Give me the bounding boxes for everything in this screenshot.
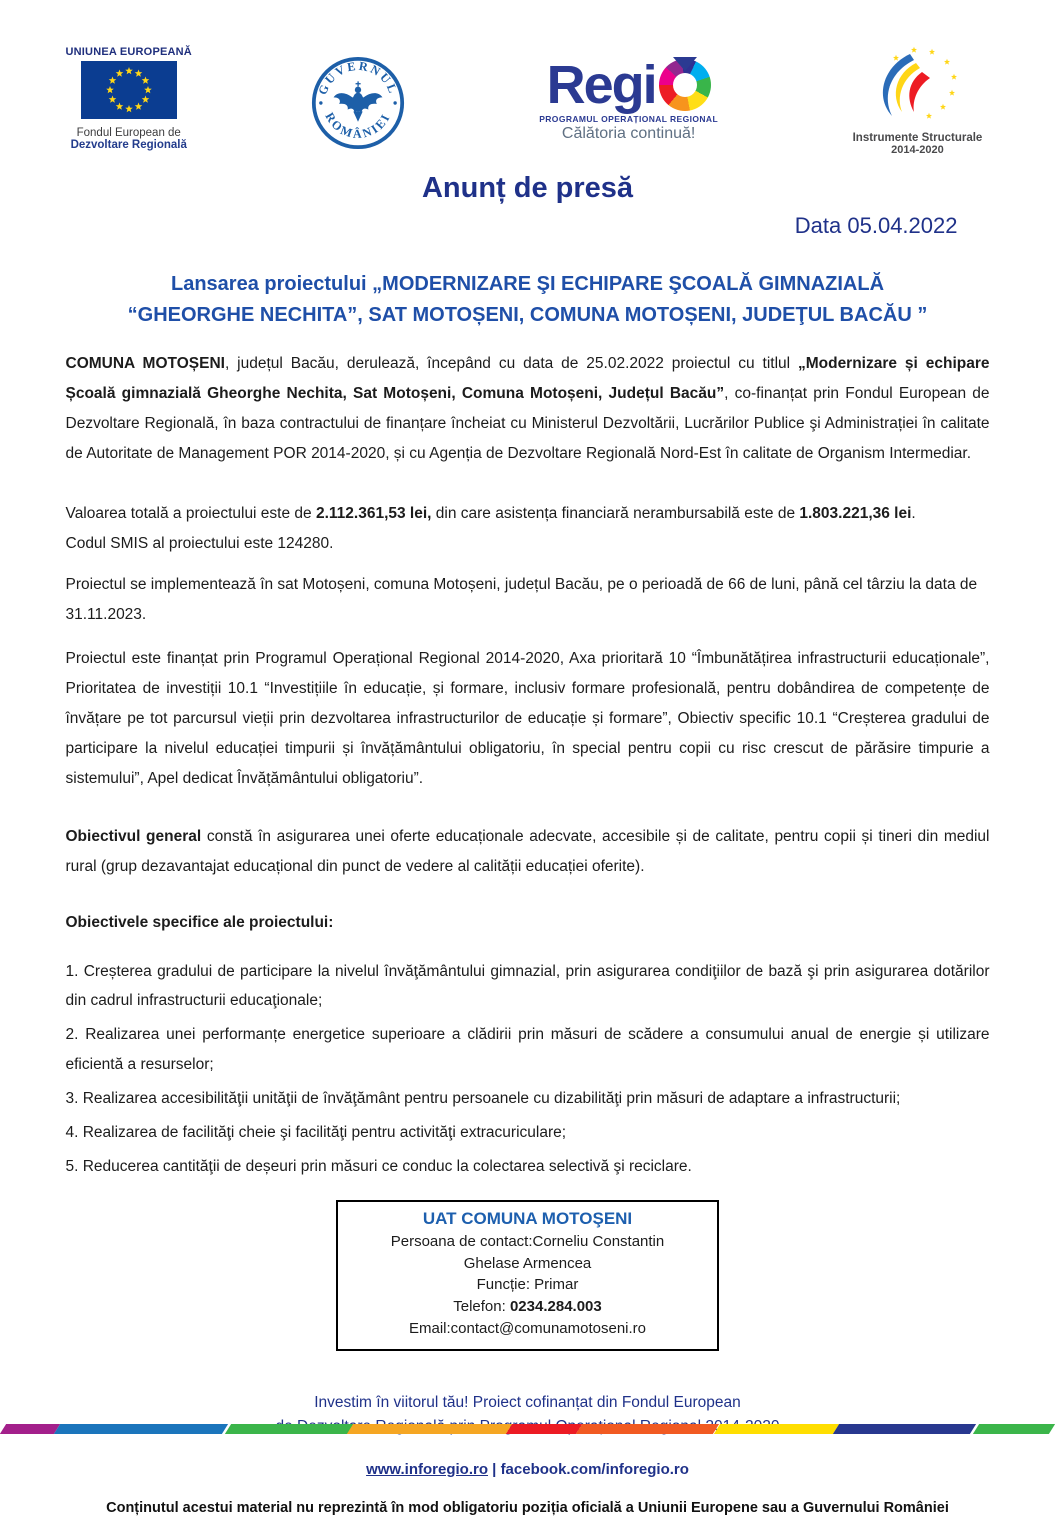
regio-logo (524, 55, 734, 143)
paragraph-specific-objectives-title: Obiectivele specifice ale proiectului: (65, 913, 334, 931)
contact-role: Funcție: Primar (476, 1276, 579, 1294)
inforegio-link[interactable]: www.inforegio.ro (366, 1460, 489, 1478)
footer-links (3, 1461, 1053, 1478)
body-text (66, 349, 990, 1182)
contact-phone: Telefon: 0234.284.003 (453, 1298, 602, 1316)
press-release-page (3, 0, 1053, 1516)
objective-item-2: 2. Realizarea unei performanțe energetice superioare a clădirii prin măsuri de scădere a consumului anual de energie și utilizare eficientă a resurselor; (65, 1026, 990, 1074)
contact-person-line1: Persoana de contact:Corneliu Constantin (390, 1232, 665, 1250)
project-heading-line2: “GHEORGHE NECHITA”, SAT MOTOȘENI, COMUNA MOTOȘENI, JUDEŢUL BACĂU ” (127, 304, 928, 326)
disclaimer-text: Conținutul acestui material nu reprezintă în mod obligatoriu poziția oficială a Uniunii Europene sau a Guvernului României (106, 1499, 949, 1516)
facebook-link-text: facebook.com/inforegio.ro (500, 1460, 689, 1478)
footer-invest-line1: Investim în viitorul tău! Proiect cofinanțat din Fondul European (314, 1393, 741, 1411)
eagle-crest-icon (333, 81, 382, 121)
paragraph-implementation: Proiectul se implementează în sat Motoșeni, comuna Motoșeni, județul Bacău, pe o perioadă de 66 de luni, până cel târziu la data de 31.11.2023. (65, 576, 978, 624)
regio-colorwheel-icon (659, 59, 711, 111)
regio-subtitle: PROGRAMUL OPERAȚIONAL REGIONAL (539, 114, 719, 124)
instrumente-structurale-icon (858, 46, 976, 126)
government-seal-icon (311, 56, 405, 150)
svg-text:GUVERNUL: GUVERNUL (315, 58, 401, 97)
contact-title: UAT COMUNA MOTOŞENI (422, 1208, 633, 1228)
objective-item-1: 1. Creșterea gradului de participare la nivelul învăţământului gimnazial, prin asigurarea condiţiilor de bază şi prin asigurarea dotărilor din cadrul infrastructurii educaţionale; (65, 962, 990, 1010)
contact-person-line2: Ghelase Armencea (463, 1254, 592, 1272)
eu-logo-caption-line1: Fondul European de (76, 127, 181, 139)
page-title: Anunț de presă (421, 172, 634, 204)
rainbow-bar (3, 1424, 1053, 1434)
eu-flag-logo (66, 46, 192, 151)
government-of-romania-seal (311, 56, 405, 155)
project-heading (66, 269, 990, 331)
eu-flag-icon (81, 61, 177, 119)
paragraph-general-objective: Obiectivul general constă în asigurarea unei oferte educaționale adecvate, accesibile și de calitate, pentru copii și tineri din mediul rural (grup dezavantajat educațional din punct de vedere al calității educației oferite). (65, 827, 990, 875)
eu-logo-title: UNIUNEA EUROPEANĂ (65, 46, 192, 58)
regio-wordmark: Regi (546, 55, 656, 115)
objective-item-3: 3. Realizarea accesibilităţii unităţii de învăţământ pentru persoanele cu dizabilităţi prin măsuri de adaptare a infrastructurii; (65, 1090, 901, 1108)
objectives-list (66, 957, 990, 1182)
paragraph-smis-code: Codul SMIS al proiectului este 124280. (65, 534, 334, 552)
paragraph-intro: COMUNA MOTOȘENI, județul Bacău, derulează, începând cu data de 25.02.2022 proiectul cu titlul „Modernizare și echipare Școală gimnazială Gheorghe Nechita, Sat Motoșeni, Comuna Motoșeni, Județul Bacău”, co-finanțat prin Fondul European de Dezvoltare Regională, în baza contractului de finanțare încheiat cu Ministerul Dezvoltării, Lucrărilor Publice şi Administrației în calitate de Autoritate de Management POR 2014-2020, și cu Agenția de Dezvoltare Regională Nord-Est în calitate de Organism Intermediar. (65, 355, 990, 462)
contact-email: Email:contact@comunamotoseni.ro (409, 1319, 646, 1337)
regio-tagline: Călătoria continuă! (561, 125, 696, 142)
objective-item-4: 4. Realizarea de facilităţi cheie şi facilităţi pentru activităţi extracuriculare; (65, 1124, 567, 1142)
paragraph-total-value: Valoarea totală a proiectului este de 2.112.361,53 lei, din care asistența financiară nerambursabilă este de 1.803.221,36 lei. (65, 504, 916, 522)
instrumente-structurale-logo (852, 46, 982, 156)
logo-header (3, 0, 1053, 156)
project-heading-line1: Lansarea proiectului „MODERNIZARE ŞI ECHIPARE ŞCOALĂ GIMNAZIALĂ (170, 273, 885, 295)
is-logo-caption-line1: Instrumente Structurale (852, 132, 983, 144)
eu-logo-caption-line2: Dezvoltare Regională (70, 139, 187, 151)
contact-box (336, 1200, 719, 1351)
is-logo-caption-line2: 2014-2020 (891, 144, 944, 156)
svg-text:ROMÂNIEI: ROMÂNIEI (322, 109, 394, 141)
date-text: Data 05.04.2022 (794, 213, 958, 238)
link-separator: | (488, 1460, 501, 1478)
objective-item-5: 5. Reducerea cantităţii de deșeuri prin măsuri ce conduc la colectarea selectivă şi reciclare. (65, 1157, 692, 1175)
paragraph-financing: Proiectul este finanțat prin Programul Operațional Regional 2014-2020, Axa prioritară 10 “Îmbunătățirea infrastructurii educaționale”, Prioritatea de investiții 10.1 “Investițiile în educație, și formare, inclusiv formare profesională, pentru dobândirea de competențe de învățare pe tot parcursul vieții prin dezvoltarea infrastructurilor de educație și formare”, Obiectiv specific 10.1 “Creșterea gradului de participare la nivelul educației timpurii și învățământului obligatoriu, în special pentru copii cu risc crescut de părăsire timpurie a sistemului”, Apel dedicat Învățământului obligatoriu”. (65, 650, 990, 787)
